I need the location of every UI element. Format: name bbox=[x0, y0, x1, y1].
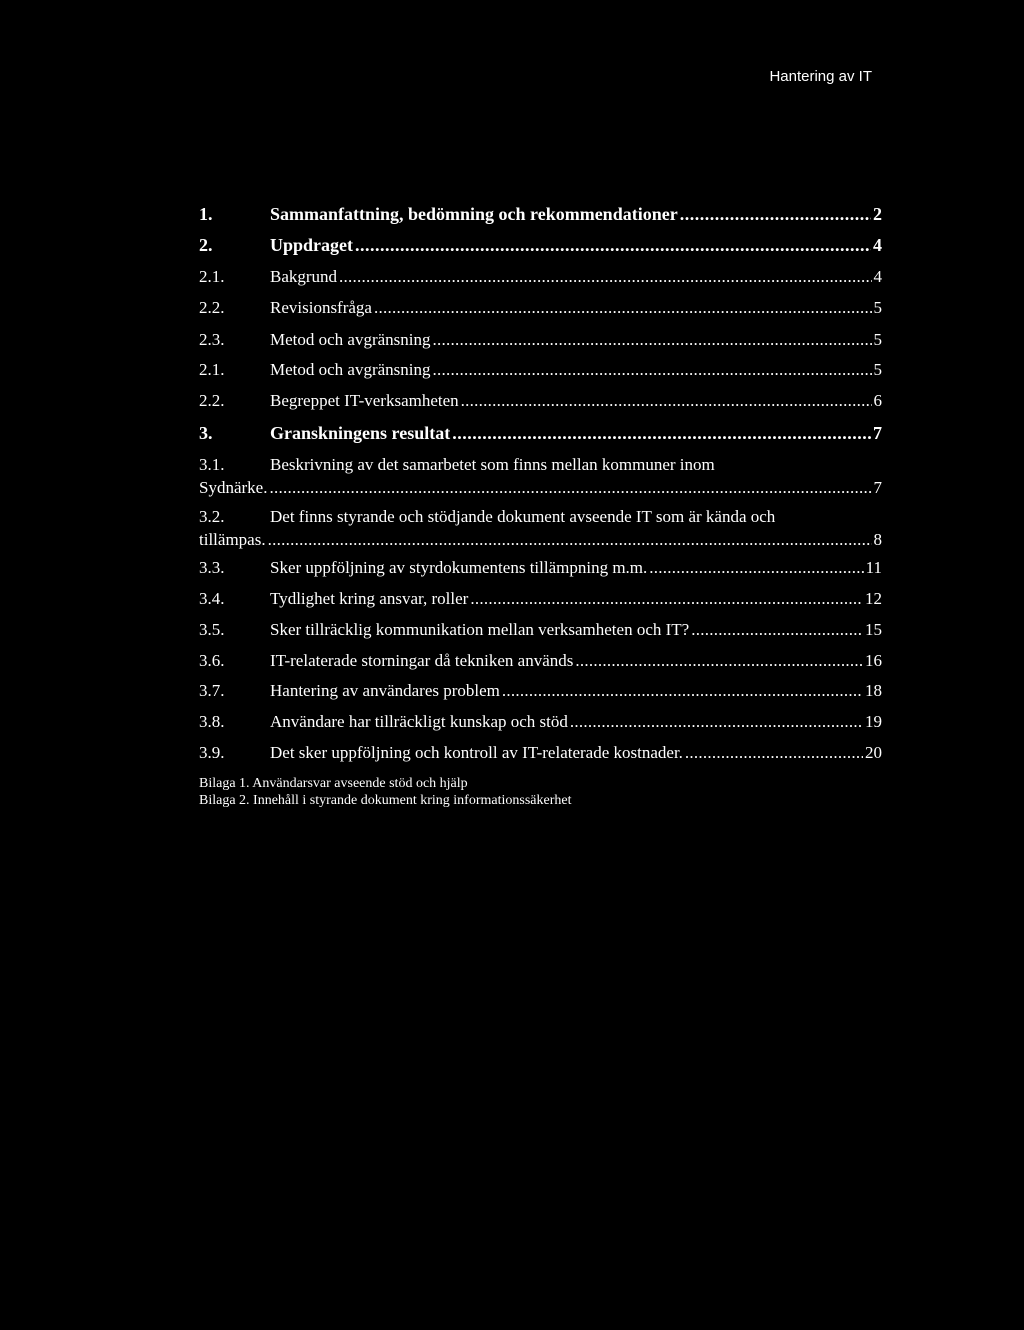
toc-page-number: 18 bbox=[865, 681, 882, 700]
toc-number: 3.6. bbox=[199, 651, 225, 670]
toc-number: 2.2. bbox=[199, 391, 225, 410]
toc-entry[interactable] bbox=[199, 423, 882, 443]
toc-leader bbox=[374, 298, 872, 318]
toc-title: Revisionsfråga bbox=[270, 298, 372, 317]
toc-title: Uppdraget bbox=[270, 235, 354, 255]
toc-page-number: 5 bbox=[873, 360, 882, 379]
toc-entry[interactable] bbox=[199, 330, 882, 350]
toc-title: Bakgrund bbox=[270, 267, 338, 286]
toc-title: Metod och avgränsning bbox=[270, 330, 431, 349]
toc-page-number: 5 bbox=[873, 330, 882, 349]
toc-page-number: 6 bbox=[873, 391, 882, 410]
toc-page-number: 4 bbox=[873, 235, 882, 255]
toc-entry[interactable] bbox=[199, 267, 882, 287]
toc-number: 2.3. bbox=[199, 330, 225, 349]
toc-title: Begreppet IT-verksamheten bbox=[270, 391, 459, 410]
toc-number: 3.5. bbox=[199, 620, 225, 639]
toc-title: Sker tillräcklig kommunikation mellan verksamheten och IT? bbox=[270, 620, 690, 639]
toc-page-number: 2 bbox=[873, 204, 882, 224]
toc-number: 3.9. bbox=[199, 743, 225, 762]
toc-number: 3.8. bbox=[199, 712, 225, 731]
toc-page-number: 15 bbox=[865, 620, 882, 639]
toc-entry[interactable] bbox=[199, 589, 882, 609]
toc-number: 3. bbox=[199, 423, 213, 443]
toc-number: 1. bbox=[199, 204, 213, 224]
toc-page-number: 11 bbox=[865, 558, 882, 577]
toc-entry[interactable] bbox=[199, 620, 882, 640]
toc-title: Beskrivning av det samarbetet som finns mellan kommuner inom bbox=[270, 455, 715, 474]
toc-leader bbox=[355, 235, 871, 255]
toc-title: Sker uppföljning av styrdokumentens tillämpning m.m. bbox=[270, 558, 648, 577]
toc-entry[interactable] bbox=[199, 298, 882, 318]
toc-title-continuation: Sydnärke. bbox=[199, 478, 268, 497]
toc-number: 2.1. bbox=[199, 267, 225, 286]
toc-entry[interactable] bbox=[199, 391, 882, 411]
toc-leader bbox=[691, 620, 863, 640]
toc-leader bbox=[433, 330, 872, 350]
appendix-entry[interactable]: Bilaga 1. Användarsvar avseende stöd och hjälp bbox=[199, 776, 468, 791]
toc-leader bbox=[339, 267, 871, 287]
toc-leader bbox=[502, 681, 863, 701]
toc-entry[interactable] bbox=[199, 235, 882, 255]
toc-title: Tydlighet kring ansvar, roller bbox=[270, 589, 469, 608]
running-header: Hantering av IT bbox=[769, 68, 872, 85]
toc-leader bbox=[452, 423, 871, 443]
toc-title: Sammanfattning, bedömning och rekommendationer bbox=[270, 204, 678, 224]
toc-entry[interactable] bbox=[199, 712, 882, 732]
toc-entry[interactable] bbox=[199, 681, 882, 701]
toc-leader bbox=[470, 589, 863, 609]
toc-leader bbox=[685, 743, 863, 763]
toc-title-continuation: tillämpas. bbox=[199, 530, 266, 549]
toc-entry[interactable] bbox=[199, 455, 882, 498]
toc-number: 3.2. bbox=[199, 507, 225, 526]
toc-leader bbox=[268, 530, 872, 550]
appendix-entry[interactable]: Bilaga 2. Innehåll i styrande dokument kring informationssäkerhet bbox=[199, 793, 572, 808]
toc-title: Det finns styrande och stödjande dokument avseende IT som är kända och bbox=[270, 507, 776, 526]
toc-page-number: 8 bbox=[873, 530, 882, 549]
toc-page-number: 7 bbox=[873, 478, 882, 497]
toc-page-number: 19 bbox=[865, 712, 882, 731]
toc-leader bbox=[461, 391, 872, 411]
toc-entry[interactable] bbox=[199, 204, 882, 224]
toc-number: 2.1. bbox=[199, 360, 225, 379]
toc-title: Det sker uppföljning och kontroll av IT-relaterade kostnader. bbox=[270, 743, 683, 762]
toc-title: Hantering av användares problem bbox=[270, 681, 500, 700]
toc-title: Granskningens resultat bbox=[270, 423, 451, 443]
toc-number: 3.7. bbox=[199, 681, 225, 700]
toc-number: 3.4. bbox=[199, 589, 225, 608]
toc-number: 2. bbox=[199, 235, 213, 255]
toc-page-number: 4 bbox=[873, 267, 882, 286]
toc-entry[interactable] bbox=[199, 651, 882, 671]
toc-entry[interactable] bbox=[199, 558, 882, 578]
toc-title: Metod och avgränsning bbox=[270, 360, 431, 379]
toc-leader bbox=[680, 204, 871, 224]
toc-leader bbox=[269, 478, 871, 498]
toc-page-number: 7 bbox=[873, 423, 882, 443]
toc-page-number: 20 bbox=[865, 743, 882, 762]
toc-page-number: 16 bbox=[865, 651, 882, 670]
toc-leader bbox=[649, 558, 863, 578]
toc-number: 3.1. bbox=[199, 455, 225, 474]
toc-leader bbox=[433, 360, 872, 380]
toc-entry[interactable] bbox=[199, 507, 882, 550]
toc-leader bbox=[570, 712, 863, 732]
toc-page-number: 5 bbox=[873, 298, 882, 317]
toc-number: 2.2. bbox=[199, 298, 225, 317]
toc-title: IT-relaterade storningar då tekniken används bbox=[270, 651, 574, 670]
toc-page-number: 12 bbox=[865, 589, 882, 608]
toc-title: Användare har tillräckligt kunskap och stöd bbox=[270, 712, 568, 731]
toc-number: 3.3. bbox=[199, 558, 225, 577]
toc-entry[interactable] bbox=[199, 743, 882, 763]
toc-entry[interactable] bbox=[199, 360, 882, 380]
toc-leader bbox=[575, 651, 863, 671]
